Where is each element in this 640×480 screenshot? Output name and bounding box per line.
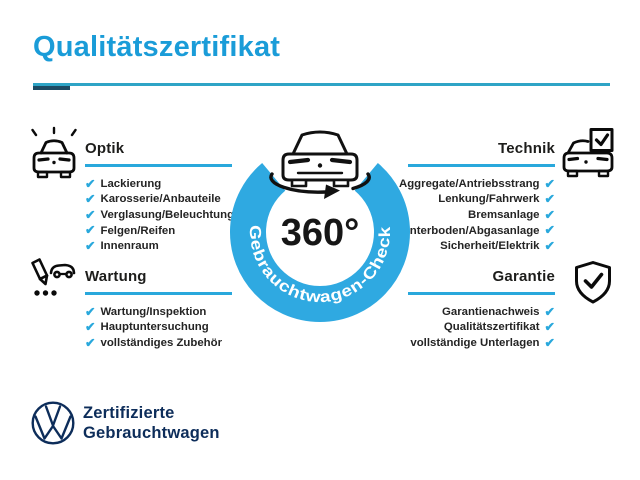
check-icon: ✔ bbox=[85, 238, 96, 253]
pencil-car-checklist-icon bbox=[24, 256, 80, 312]
sparkling-car-icon bbox=[26, 126, 82, 182]
check-item: ✔ Lackierung bbox=[85, 176, 162, 191]
section-title-optik: Optik bbox=[85, 140, 232, 167]
check-item: ✔ Felgen/Reifen bbox=[85, 223, 176, 238]
section-title-technik: Technik bbox=[408, 140, 555, 167]
check-item: ✔ Karosserie/Anbauteile bbox=[85, 192, 221, 207]
brand-claim bbox=[83, 404, 220, 443]
check-icon: ✔ bbox=[544, 320, 555, 335]
360-check-badge bbox=[222, 120, 418, 332]
section-technik bbox=[399, 140, 555, 254]
section-wartung bbox=[85, 268, 232, 351]
page-title: Qualitätszertifikat bbox=[33, 31, 281, 63]
brand-claim-line1: Zertifizierte bbox=[83, 404, 175, 422]
garantie-check-list bbox=[408, 304, 555, 351]
check-icon: ✔ bbox=[544, 192, 555, 207]
check-icon: ✔ bbox=[544, 335, 555, 350]
shield-check-icon bbox=[567, 258, 619, 310]
check-item: ✔ Lenkung/Fahrwerk bbox=[438, 192, 555, 207]
check-item: ✔ Qualitätszertifikat bbox=[443, 320, 555, 335]
check-item: ✔ Unterboden/Abgasanlage bbox=[401, 223, 555, 238]
check-icon: ✔ bbox=[85, 304, 96, 319]
check-icon: ✔ bbox=[85, 335, 96, 350]
check-icon: ✔ bbox=[85, 207, 96, 222]
check-item: ✔ Hauptuntersuchung bbox=[85, 320, 209, 335]
check-item: ✔ vollständiges Zubehör bbox=[85, 335, 222, 350]
wartung-check-list bbox=[85, 304, 232, 351]
check-item: ✔ Wartung/Inspektion bbox=[85, 304, 207, 319]
car-rotate-icon bbox=[271, 132, 369, 199]
check-icon: ✔ bbox=[544, 207, 555, 222]
section-title-garantie: Garantie bbox=[408, 268, 555, 295]
check-icon: ✔ bbox=[544, 176, 555, 191]
ring-label: Gebrauchtwagen-Check bbox=[245, 224, 395, 307]
degrees-label: 360° bbox=[280, 212, 360, 254]
brand-claim-line2: Gebrauchtwagen bbox=[83, 423, 220, 442]
check-icon: ✔ bbox=[544, 238, 555, 253]
technik-check-list bbox=[399, 176, 555, 254]
title-rule-dark-segment bbox=[33, 86, 70, 90]
check-item: ✔ Garantienachweis bbox=[442, 304, 555, 319]
check-icon: ✔ bbox=[544, 304, 555, 319]
car-checkbox-icon bbox=[560, 126, 620, 182]
optik-check-list bbox=[85, 176, 235, 254]
check-item: ✔ Aggregate/Antriebsstrang bbox=[399, 176, 555, 191]
check-item: ✔ Bremsanlage bbox=[467, 207, 555, 222]
check-item: ✔ Verglasung/Beleuchtung bbox=[85, 207, 235, 222]
check-item: ✔ Sicherheit/Elektrik bbox=[440, 238, 555, 253]
section-garantie bbox=[408, 268, 555, 351]
title-rule bbox=[33, 83, 610, 86]
section-optik bbox=[85, 140, 235, 254]
check-icon: ✔ bbox=[85, 192, 96, 207]
check-item: ✔ Innenraum bbox=[85, 238, 159, 253]
check-icon: ✔ bbox=[544, 223, 555, 238]
vw-logo-icon bbox=[30, 400, 76, 446]
section-title-wartung: Wartung bbox=[85, 268, 232, 295]
check-icon: ✔ bbox=[85, 176, 96, 191]
check-item: ✔ vollständige Unterlagen bbox=[410, 335, 555, 350]
check-icon: ✔ bbox=[85, 320, 96, 335]
check-icon: ✔ bbox=[85, 223, 96, 238]
